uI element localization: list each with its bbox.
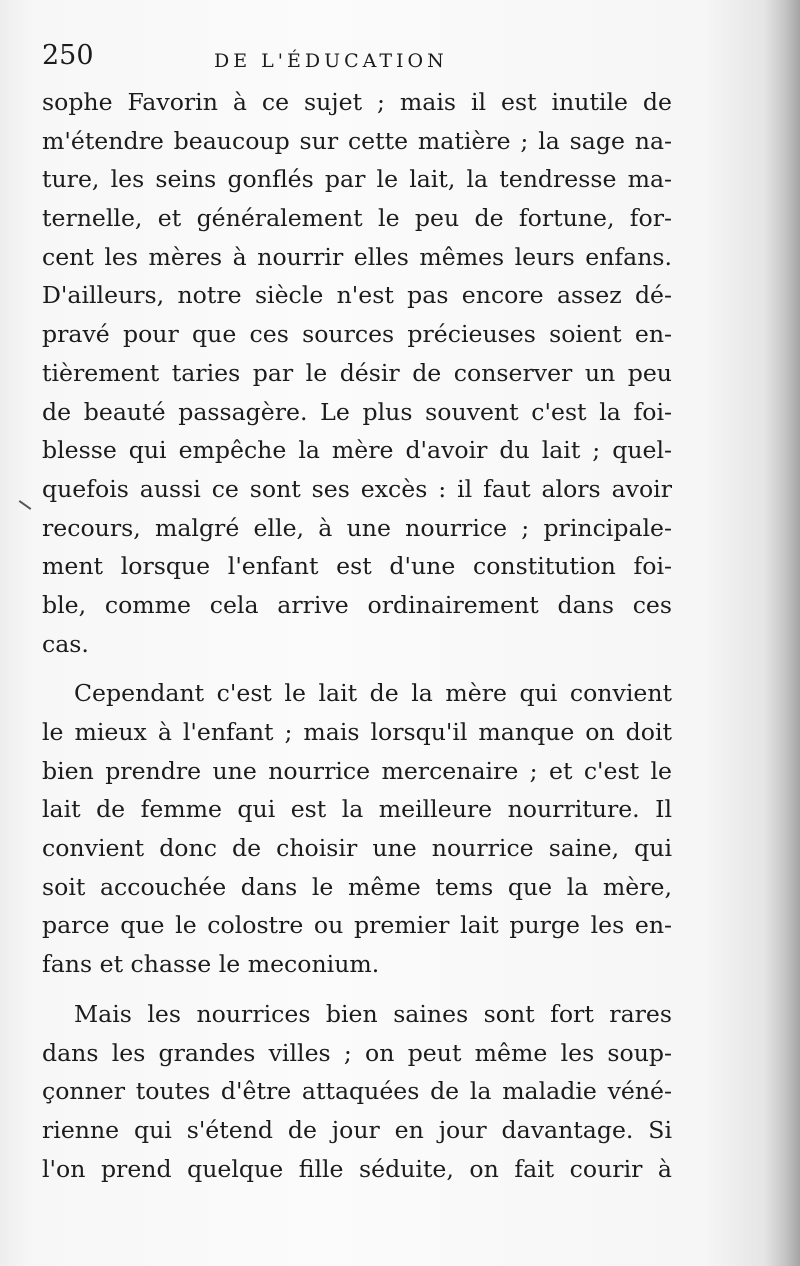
text-line: m'étendre beaucoup sur cette matière ; la sage na- <box>42 126 672 155</box>
margin-mark <box>19 500 32 510</box>
running-head: DE L'ÉDUCATION <box>214 50 448 72</box>
text-line: cent les mères à nourrir elles mêmes leurs enfans. <box>42 242 672 271</box>
body-text <box>42 83 672 1188</box>
text-line: Mais les nourrices bien saines sont fort rares <box>74 999 672 1028</box>
text-line: ternelle, et généralement le peu de fortune, for- <box>42 204 672 233</box>
paragraph-gap <box>42 663 672 674</box>
text-line: quefois aussi ce sont ses excès : il faut alors avoir <box>42 474 672 503</box>
text-line: bien prendre une nourrice mercenaire ; et c'est le <box>42 756 672 785</box>
text-line: cas. <box>42 629 89 658</box>
page-number: 250 <box>42 40 94 71</box>
text-line: l'on prend quelque fille séduite, on fait courir à <box>42 1154 672 1183</box>
text-line: çonner toutes d'être attaquées de la maladie véné- <box>42 1077 672 1106</box>
text-line: sophe Favorin à ce sujet ; mais il est inutile de <box>42 88 672 116</box>
text-line: ture, les seins gonflés par le lait, la tendresse ma- <box>42 165 672 194</box>
text-line: de beauté passagère. Le plus souvent c'est la foi- <box>42 397 672 426</box>
page-edge-shadow <box>764 0 800 1266</box>
text-line: Cependant c'est le lait de la mère qui convient <box>74 679 672 708</box>
text-line: parce que le colostre ou premier lait purge les en- <box>42 911 672 940</box>
paragraph-gap <box>42 984 672 995</box>
text-line: recours, malgré elle, à une nourrice ; principale- <box>42 513 672 542</box>
text-line: ment lorsque l'enfant est d'une constitution foi- <box>42 552 672 581</box>
text-line: soit accouchée dans le même tems que la mère, <box>42 872 672 901</box>
text-line: fans et chasse le meconium. <box>42 950 380 979</box>
text-line: rienne qui s'étend de jour en jour davantage. Si <box>42 1115 672 1144</box>
text-line: le mieux à l'enfant ; mais lorsqu'il manque on doit <box>42 718 672 746</box>
text-line: ble, comme cela arrive ordinairement dans ces <box>42 590 672 619</box>
text-line: dans les grandes villes ; on peut même les soup- <box>42 1038 672 1067</box>
text-line: convient donc de choisir une nourrice saine, qui <box>42 834 672 863</box>
text-line: pravé pour que ces sources précieuses soient en- <box>42 320 672 349</box>
text-line: blesse qui empêche la mère d'avoir du lait ; quel- <box>42 436 672 465</box>
text-line: lait de femme qui est la meilleure nourriture. Il <box>42 795 672 824</box>
text-line: tièrement taries par le désir de conserver un peu <box>42 358 672 387</box>
text-line: D'ailleurs, notre siècle n'est pas encore assez dé- <box>42 281 672 310</box>
page-header <box>42 40 682 80</box>
